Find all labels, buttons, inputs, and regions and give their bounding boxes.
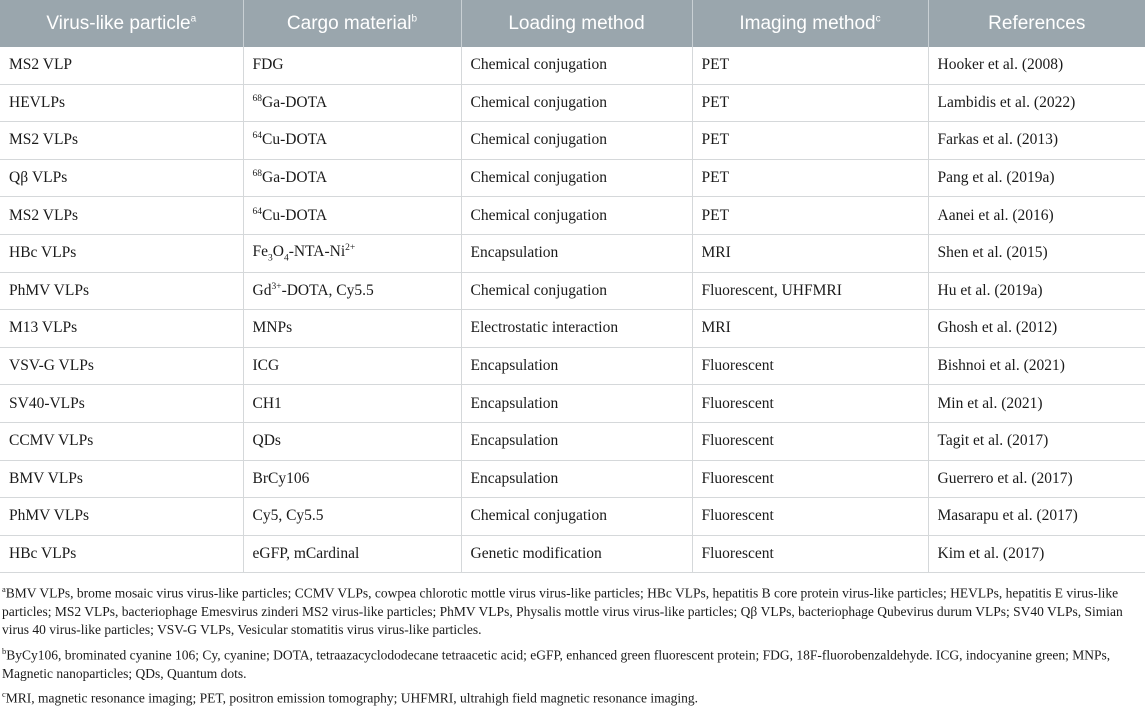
reference: Aanei et al. (2016) [937,206,1054,224]
table-row [0,272,1145,310]
cell-imaging [692,234,928,272]
footnote [2,685,1141,708]
footnote-text: MRI, magnetic resonance imaging; PET, positron emission tomography; UHFMRI, ultrahigh field magnetic resonance imaging. [5,690,699,706]
table-body [0,47,1145,573]
cell-reference [928,535,1145,573]
reference: Bishnoi et al. (2021) [937,357,1065,375]
footnote-marker: a [190,13,197,25]
imaging-method: MRI [701,244,731,262]
cell-cargo [243,347,461,385]
loading-method: Encapsulation [470,357,559,375]
reference: Hooker et al. (2008) [937,56,1064,74]
cell-cargo [243,84,461,122]
imaging-method: Fluorescent [701,357,774,375]
cargo-subscript: 4 [283,253,289,264]
cell-vlp [0,84,243,122]
cell-vlp [0,159,243,197]
table-header [0,0,1145,47]
cell-vlp [0,310,243,348]
cell-reference [928,310,1145,348]
cell-loading [461,422,692,460]
cargo-name: MNPs [252,319,293,337]
vlp-name: HBc VLPs [9,244,77,262]
vlp-name: Qβ VLPs [9,169,68,187]
footnote [2,580,1141,639]
cell-cargo [243,234,461,272]
cargo-name: Ga-DOTA [262,169,328,187]
column-header-label: References [988,12,1086,34]
cell-loading [461,385,692,423]
table-row [0,84,1145,122]
cargo-name: -DOTA, Cy5.5 [281,281,374,299]
cell-imaging [692,272,928,310]
reference: Guerrero et al. (2017) [937,469,1073,487]
cell-cargo [243,272,461,310]
cell-loading [461,84,692,122]
cell-cargo [243,197,461,235]
cell-vlp [0,197,243,235]
loading-method: Chemical conjugation [470,281,607,299]
cell-loading [461,197,692,235]
cell-loading [461,535,692,573]
cargo-superscript: 68 [252,93,262,104]
column-header-label: Imaging method [739,12,876,34]
imaging-method: PET [701,206,730,224]
footnote [2,642,1141,683]
cell-imaging [692,197,928,235]
imaging-method: Fluorescent [701,432,774,450]
reference: Hu et al. (2019a) [937,281,1043,299]
cargo-name: Cu-DOTA [262,206,328,224]
cell-reference [928,498,1145,536]
cargo-name: FDG [252,56,284,74]
cell-reference [928,47,1145,84]
table-row [0,197,1145,235]
loading-method: Chemical conjugation [470,206,607,224]
footnote-mark: a [2,584,6,595]
vlp-name: M13 VLPs [9,319,78,337]
cargo-part: -NTA-Ni [288,243,346,261]
cell-reference [928,385,1145,423]
cell-loading [461,122,692,160]
loading-method: Chemical conjugation [470,507,607,525]
cell-loading [461,310,692,348]
footnote-marker: b [411,13,418,25]
cargo-name: ICG [252,357,280,375]
cell-imaging [692,385,928,423]
cell-reference [928,460,1145,498]
table-row [0,47,1145,84]
cell-reference [928,159,1145,197]
table-row [0,310,1145,348]
vlp-name: MS2 VLPs [9,206,79,224]
vlp-name: MS2 VLP [9,56,73,74]
cargo-name: BrCy106 [252,469,310,487]
column-header-label: Cargo material [286,12,412,34]
cargo-subscript: 3 [268,253,273,264]
vlp-name: HBc VLPs [9,545,77,563]
cargo-superscript: 64 [252,131,262,142]
cell-reference [928,197,1145,235]
table-row [0,498,1145,536]
reference: Shen et al. (2015) [937,244,1048,262]
cell-imaging [692,498,928,536]
imaging-method: Fluorescent, UHFMRI [701,281,842,299]
cell-loading [461,347,692,385]
cargo-prefix: Gd [252,281,272,299]
cargo-superscript: 64 [252,206,262,217]
cell-reference [928,422,1145,460]
vlp-name: VSV-G VLPs [9,357,94,375]
cell-reference [928,122,1145,160]
cargo-name: CH1 [252,394,282,412]
cell-cargo [243,535,461,573]
reference: Ghosh et al. (2012) [937,319,1058,337]
reference: Pang et al. (2019a) [937,169,1055,187]
cell-vlp [0,347,243,385]
loading-method: Encapsulation [470,432,559,450]
imaging-method: PET [701,131,730,149]
loading-method: Electrostatic interaction [470,319,619,337]
cell-vlp [0,498,243,536]
cell-vlp [0,422,243,460]
cell-vlp [0,272,243,310]
loading-method: Chemical conjugation [470,93,607,111]
cell-imaging [692,122,928,160]
cell-loading [461,159,692,197]
cargo-superscript: 2+ [345,243,356,254]
cargo-name: eGFP, mCardinal [252,545,360,563]
cell-imaging [692,84,928,122]
loading-method: Encapsulation [470,244,559,262]
column-header [243,0,461,47]
cell-loading [461,47,692,84]
table-row [0,234,1145,272]
vlp-name: SV40-VLPs [9,394,85,412]
loading-method: Chemical conjugation [470,131,607,149]
imaging-method: PET [701,169,730,187]
cargo-name: QDs [252,432,281,450]
imaging-method: Fluorescent [701,394,774,412]
reference: Lambidis et al. (2022) [937,93,1076,111]
cell-vlp [0,460,243,498]
footnote-mark: b [2,645,7,656]
cell-cargo [243,310,461,348]
table-row [0,460,1145,498]
vlp-name: HEVLPs [9,93,65,111]
cell-vlp [0,385,243,423]
cell-cargo [243,47,461,84]
reference: Tagit et al. (2017) [937,432,1049,450]
cell-imaging [692,535,928,573]
cell-reference [928,272,1145,310]
column-header [0,0,243,47]
footnote-marker: c [875,13,881,25]
footnote-text: BMV VLPs, brome mosaic virus virus-like particles; CCMV VLPs, cowpea chlorotic mottle virus virus-like particles; HBc VLPs, hepatitis B core protein virus-like particles; HEVLPs, hepatitis E virus-like particles; MS2 VLPs, bacteriophage Emesvirus zinderi MS2 virus-like particles; PhMV VLPs, Physalis mottle virus virus-like particles; Qβ VLPs, bacteriophage Qubevirus durum VLPs; SV40 VLPs, Simian virus 40 virus-like particles; VSV-G VLPs, Vesicular stomatitis virus virus-like particles. [2,585,1123,638]
cell-loading [461,272,692,310]
table-row [0,385,1145,423]
column-header [461,0,692,47]
cargo-superscript: 3+ [271,281,282,292]
imaging-method: PET [701,56,730,74]
imaging-method: PET [701,93,730,111]
cell-cargo [243,159,461,197]
column-header [692,0,928,47]
imaging-method: Fluorescent [701,545,774,563]
cell-loading [461,498,692,536]
reference: Masarapu et al. (2017) [937,507,1078,525]
loading-method: Chemical conjugation [470,169,607,187]
cargo-name: Ga-DOTA [262,93,328,111]
table-row [0,535,1145,573]
table-row [0,347,1145,385]
cargo-part: O [272,243,284,261]
column-header-label: Loading method [508,12,645,34]
cell-cargo [243,122,461,160]
cargo-part: Fe [252,243,268,261]
cell-imaging [692,422,928,460]
cell-vlp [0,234,243,272]
cell-vlp [0,47,243,84]
table-row [0,422,1145,460]
cell-loading [461,234,692,272]
reference: Farkas et al. (2013) [937,131,1059,149]
cell-imaging [692,310,928,348]
cell-reference [928,347,1145,385]
vlp-name: MS2 VLPs [9,131,79,149]
table-row [0,159,1145,197]
table-row [0,122,1145,160]
footnotes [0,573,1145,707]
cargo-name: Cu-DOTA [262,131,328,149]
vlp-name: BMV VLPs [9,469,83,487]
cell-imaging [692,460,928,498]
cell-imaging [692,47,928,84]
cell-reference [928,234,1145,272]
header-row [0,0,1145,47]
imaging-method: MRI [701,319,731,337]
cell-cargo [243,460,461,498]
loading-method: Encapsulation [470,469,559,487]
cell-cargo [243,498,461,536]
vlp-name: PhMV VLPs [9,281,89,299]
reference: Min et al. (2021) [937,394,1043,412]
vlp-name: CCMV VLPs [9,432,94,450]
column-header [928,0,1145,47]
cell-loading [461,460,692,498]
vlp-name: PhMV VLPs [9,507,89,525]
cargo-name: Cy5, Cy5.5 [252,507,324,525]
loading-method: Genetic modification [470,545,602,563]
cell-cargo [243,385,461,423]
cell-vlp [0,122,243,160]
footnote-text: ByCy106, brominated cyanine 106; Cy, cyanine; DOTA, tetraazacyclododecane tetraacetic acid; eGFP, enhanced green fluorescent protein; FDG, 18F-fluorobenzaldehyde. ICG, indocyanine green; MNPs, Magnetic nanoparticles; QDs, Quantum dots. [2,647,1111,681]
cell-imaging [692,347,928,385]
reference: Kim et al. (2017) [937,545,1045,563]
cell-vlp [0,535,243,573]
column-header-label: Virus-like particle [46,12,191,34]
cell-imaging [692,159,928,197]
cell-reference [928,84,1145,122]
footnote-mark: c [2,688,6,699]
loading-method: Encapsulation [470,394,559,412]
loading-method: Chemical conjugation [470,56,607,74]
cell-cargo [243,422,461,460]
imaging-method: Fluorescent [701,469,774,487]
cargo-superscript: 68 [252,169,262,179]
imaging-method: Fluorescent [701,507,774,525]
